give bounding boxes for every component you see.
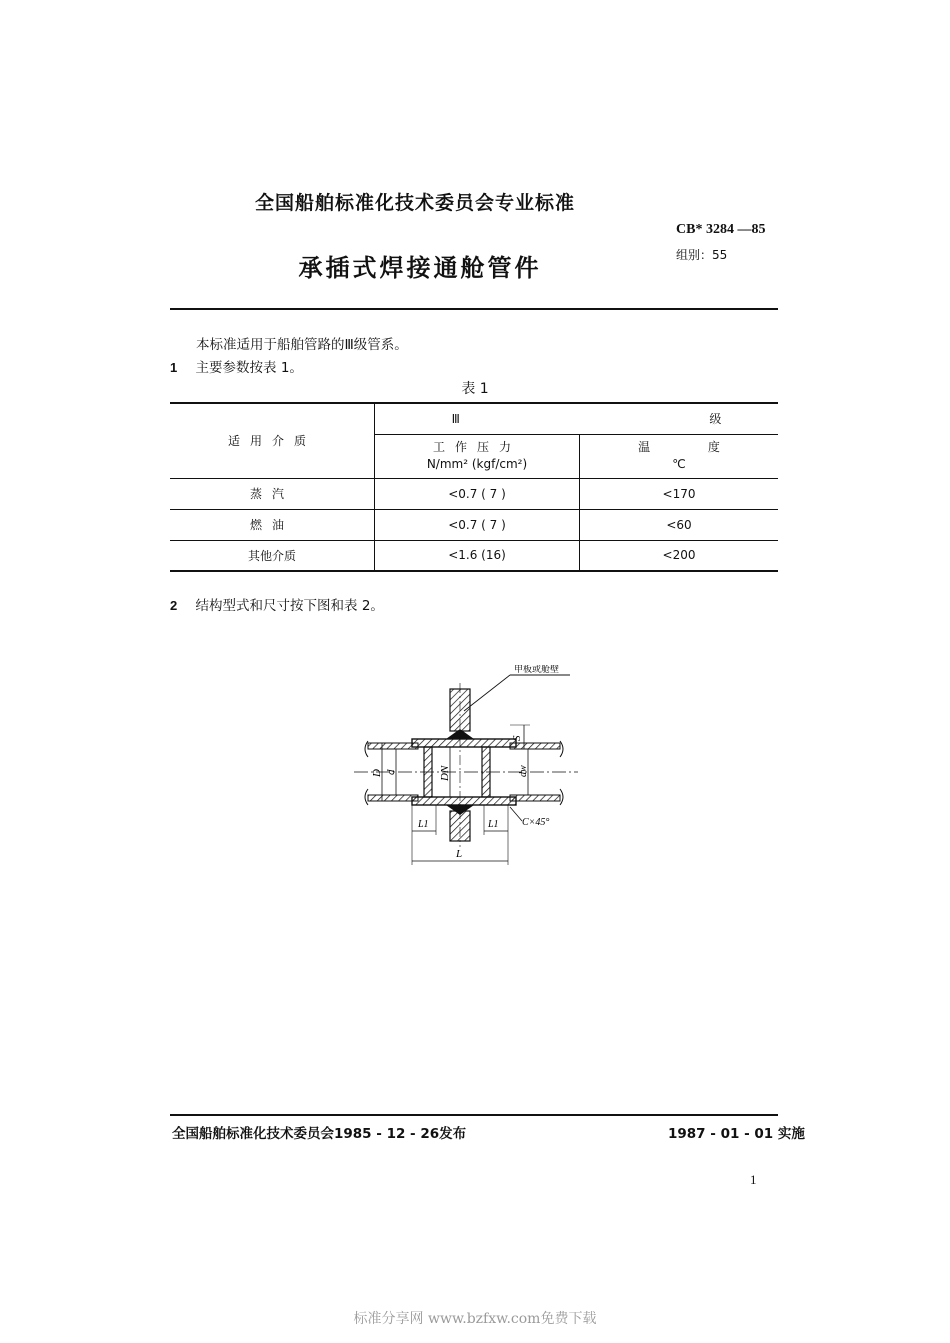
- section-1-number: 1: [170, 360, 178, 375]
- pipe-right-bottom: [510, 795, 560, 801]
- footer-rule: [170, 1114, 778, 1116]
- cell-pressure: <0.7 ( 7 ): [375, 509, 580, 540]
- cell-medium: 其他介质: [170, 540, 375, 571]
- watermark: 标准分享网 www.bzfxw.com免费下载: [353, 1311, 597, 1327]
- label-L1-right: L1: [488, 819, 499, 830]
- pressure-label: 工作压力: [432, 440, 521, 454]
- section-2: [170, 594, 384, 614]
- cell-temperature: <60: [580, 509, 779, 540]
- header-temperature: [580, 434, 779, 478]
- label-dw: dw: [518, 765, 529, 777]
- label-D: D: [371, 769, 383, 777]
- header-rule: [170, 308, 778, 310]
- grade-label: 级: [709, 412, 722, 427]
- standard-group: 组别：55: [676, 248, 728, 262]
- header-pressure: [375, 434, 580, 478]
- temp-unit: ℃: [672, 457, 686, 471]
- table-row: [170, 509, 778, 540]
- temp-label-left: 温: [638, 440, 651, 454]
- label-S: S: [511, 735, 523, 741]
- pressure-unit: N/mm² (kgf/cm²): [426, 457, 528, 471]
- standard-code: CB* 3284 —85: [676, 222, 766, 237]
- effective-date: 1987 - 01 - 01 实施: [668, 1126, 805, 1142]
- cell-temperature: <200: [580, 540, 779, 571]
- fitting-wall-bottom: [412, 797, 516, 805]
- cell-pressure: <1.6 (16): [375, 540, 580, 571]
- cell-medium: 蒸汽: [170, 478, 375, 509]
- issuing-organization: 全国船舶标准化技术委员会专业标准: [254, 192, 575, 214]
- grade-roman: Ⅲ: [451, 412, 460, 427]
- cell-temperature: <170: [580, 478, 779, 509]
- header-grade: [375, 403, 779, 434]
- pipe-left-top: [368, 743, 418, 749]
- section-2-text: 结构型式和尺寸按下图和表 2。: [195, 598, 384, 614]
- page-number: 1: [750, 1172, 757, 1187]
- parameters-table: [170, 402, 778, 572]
- pipe-left-bottom: [368, 795, 418, 801]
- cell-pressure: <0.7 ( 7 ): [375, 478, 580, 509]
- label-DN: DN: [439, 765, 451, 781]
- intro-paragraph: 本标准适用于船舶管路的Ⅲ级管系。: [196, 337, 408, 353]
- label-d: d: [385, 769, 397, 775]
- label-L1-left: L1: [418, 819, 429, 830]
- header-medium: 适用介质: [170, 403, 375, 478]
- label-L: L: [456, 848, 463, 860]
- pipe-right-top: [510, 743, 560, 749]
- structure-drawing: [350, 665, 590, 875]
- document-title: 承插式焊接通舱管件: [298, 254, 542, 282]
- cell-medium: 燃油: [170, 509, 375, 540]
- table-row: [170, 478, 778, 509]
- section-1: [170, 356, 303, 376]
- callout-deck-or-bulkhead: 甲板或舱壁: [514, 665, 560, 675]
- issue-date: 全国船舶标准化技术委员会1985 - 12 - 26发布: [172, 1126, 467, 1142]
- fitting-wall-top: [412, 739, 516, 747]
- table-1-caption: 表 1: [461, 381, 489, 397]
- section-1-text: 主要参数按表 1。: [195, 360, 303, 376]
- table-row: [170, 540, 778, 571]
- section-2-number: 2: [170, 598, 178, 613]
- label-chamfer: C×45°: [522, 817, 550, 828]
- temp-label-right: 度: [707, 440, 720, 454]
